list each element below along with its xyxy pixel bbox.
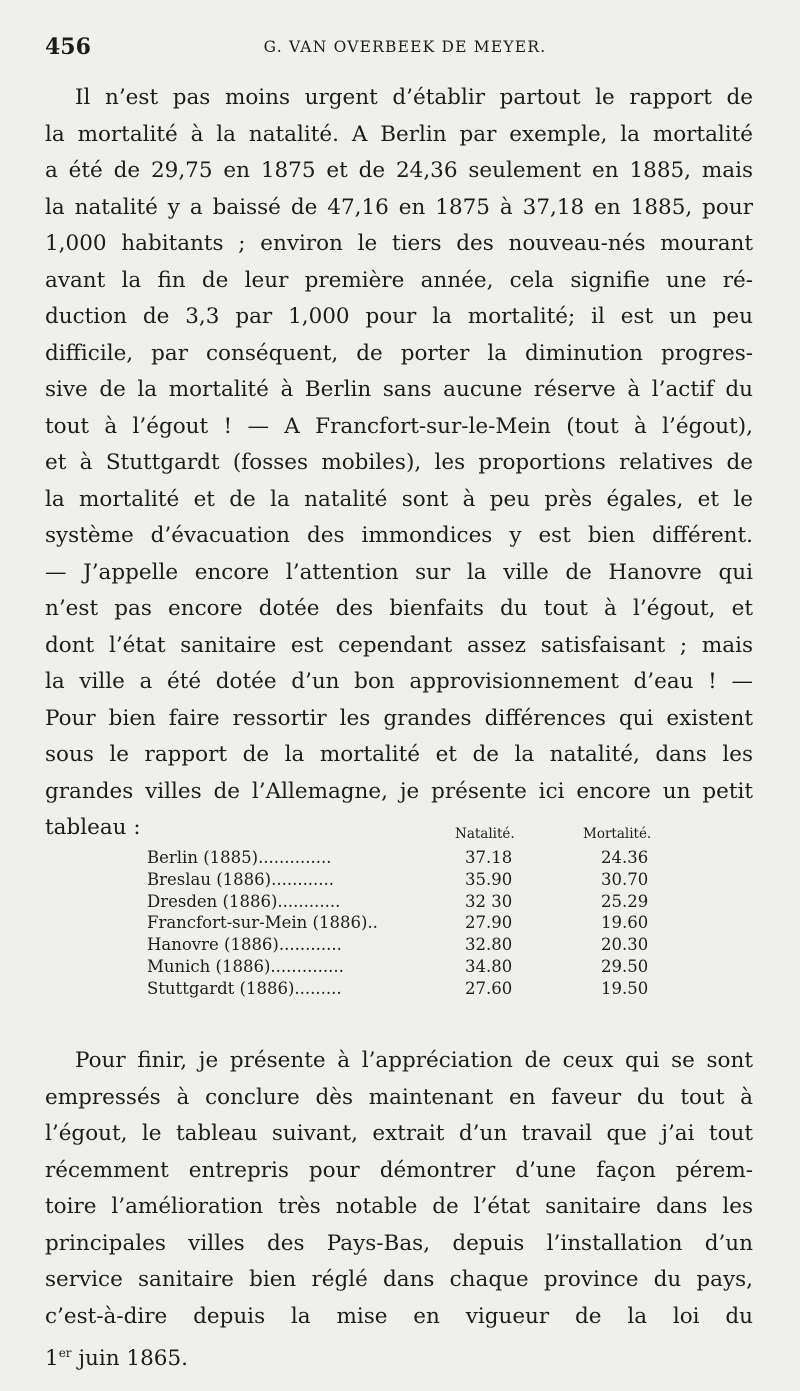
text-line: l’égout, le tableau suivant, extrait d’un travail que j’ai tout (45, 1121, 753, 1146)
natalite-cell: 27.60 (465, 978, 513, 998)
city-cell: Hanovre (1886)............ (147, 935, 342, 955)
natalite-cell: 32.80 (465, 935, 513, 955)
text-line: c’est-à-dire depuis la mise en vigueur de la loi du (45, 1303, 753, 1329)
text-line: toire l’amélioration très notable de l’état sanitaire dans les (45, 1194, 753, 1219)
table-row (147, 935, 667, 957)
natality-mortality-table (147, 826, 667, 1001)
natalite-cell: 27.90 (465, 913, 513, 933)
page-number: 456 (45, 34, 91, 60)
table-body (147, 848, 667, 1001)
mortalite-cell: 25.29 (601, 891, 649, 911)
natalite-cell: 34.80 (465, 956, 513, 976)
text-line: et à Stuttgardt (fosses mobiles), les proportions relatives de (45, 450, 753, 475)
text-line: a été de 29,75 en 1875 et de 24,36 seulement en 1885, mais (45, 158, 753, 183)
text-line: tableau : (45, 815, 141, 840)
text-line: avant la fin de leur première année, cela signifie une ré- (45, 267, 753, 293)
table-row (147, 979, 667, 1001)
text-line: dont l’état sanitaire est cependant assez satisfaisant ; mais (45, 632, 753, 658)
city-cell: Munich (1886).............. (147, 956, 344, 976)
column-header-mortalite: Mortalité. (583, 826, 652, 842)
paragraph-2 (45, 1043, 753, 1378)
table-row (147, 870, 667, 892)
table-header (147, 826, 667, 848)
page-header (45, 34, 765, 64)
city-cell: Breslau (1886)............ (147, 869, 335, 889)
text-line: Il n’est pas moins urgent d’établir partout le rapport de (75, 85, 753, 110)
running-head: G. VAN OVERBEEK DE MEYER. (263, 38, 547, 56)
natalite-cell: 35.90 (465, 869, 513, 889)
city-cell: Stuttgardt (1886)......... (147, 978, 342, 998)
text-line: duction de 3,3 par 1,000 pour la mortalité; il est un peu (45, 304, 753, 329)
text-line: la ville a été dotée d’un bon approvisionnement d’eau ! — (45, 669, 753, 694)
text-line: — J’appelle encore l’attention sur la ville de Hanovre qui (45, 559, 753, 585)
text-line: 1,000 habitants ; environ le tiers des nouveau-nés mourant (45, 231, 753, 256)
date-day: 1 (45, 1346, 59, 1372)
table-row (147, 892, 667, 914)
text-line: Pour bien faire ressortir les grandes différences qui existent (45, 705, 753, 731)
text-line: Pour finir, je présente à l’appréciation de ceux qui se sont (75, 1048, 753, 1073)
text-line: récemment entrepris pour démontrer d’une façon pérem- (45, 1157, 753, 1183)
text-line: grandes villes de l’Allemagne, je présente ici encore un petit (45, 778, 753, 804)
text-line: la mortalité à la natalité. A Berlin par exemple, la mortalité (45, 121, 753, 147)
text-line: système d’évacuation des immondices y est bien différent. (45, 523, 753, 548)
date-superscript: er (58, 1346, 72, 1360)
city-cell: Berlin (1885).............. (147, 848, 332, 867)
table-row (147, 913, 667, 935)
text-line: difficile, par conséquent, de porter la diminution progres- (45, 340, 753, 366)
city-cell: Francfort-sur-Mein (1886).. (147, 913, 378, 933)
mortalite-cell: 20.30 (601, 935, 649, 955)
text-line: tout à l’égout ! — A Francfort-sur-le-Mein (tout à l’égout), (45, 413, 753, 439)
text-line: la natalité y a baissé de 47,16 en 1875 à 37,18 en 1885, pour (45, 194, 753, 220)
mortalite-cell: 19.60 (601, 913, 649, 933)
text-line: empressés à conclure dès maintenant en faveur du tout à (45, 1084, 753, 1110)
mortalite-cell: 29.50 (601, 956, 649, 976)
paragraph-1 (45, 80, 753, 847)
text-line: la mortalité et de la natalité sont à peu près égales, et le (45, 486, 753, 512)
mortalite-cell: 19.50 (601, 978, 649, 998)
text-line-final (45, 1335, 753, 1378)
text-line: sive de la mortalité à Berlin sans aucune réserve à l’actif du (45, 377, 753, 402)
text-line: n’est pas encore dotée des bienfaits du tout à l’égout, et (45, 596, 753, 621)
natalite-cell: 37.18 (465, 848, 513, 867)
mortalite-cell: 24.36 (601, 848, 649, 867)
date-rest: juin 1865. (71, 1346, 188, 1372)
column-header-natalite: Natalité. (455, 826, 515, 842)
text-line: service sanitaire bien réglé dans chaque province du pays, (45, 1267, 753, 1292)
table-row (147, 848, 667, 870)
table-row (147, 957, 667, 979)
text-line: sous le rapport de la mortalité et de la natalité, dans les (45, 742, 753, 767)
text-line: principales villes des Pays-Bas, depuis l’installation d’un (45, 1230, 753, 1256)
city-cell: Dresden (1886)............ (147, 891, 341, 911)
natalite-cell: 32 30 (465, 891, 513, 911)
mortalite-cell: 30.70 (601, 869, 649, 889)
